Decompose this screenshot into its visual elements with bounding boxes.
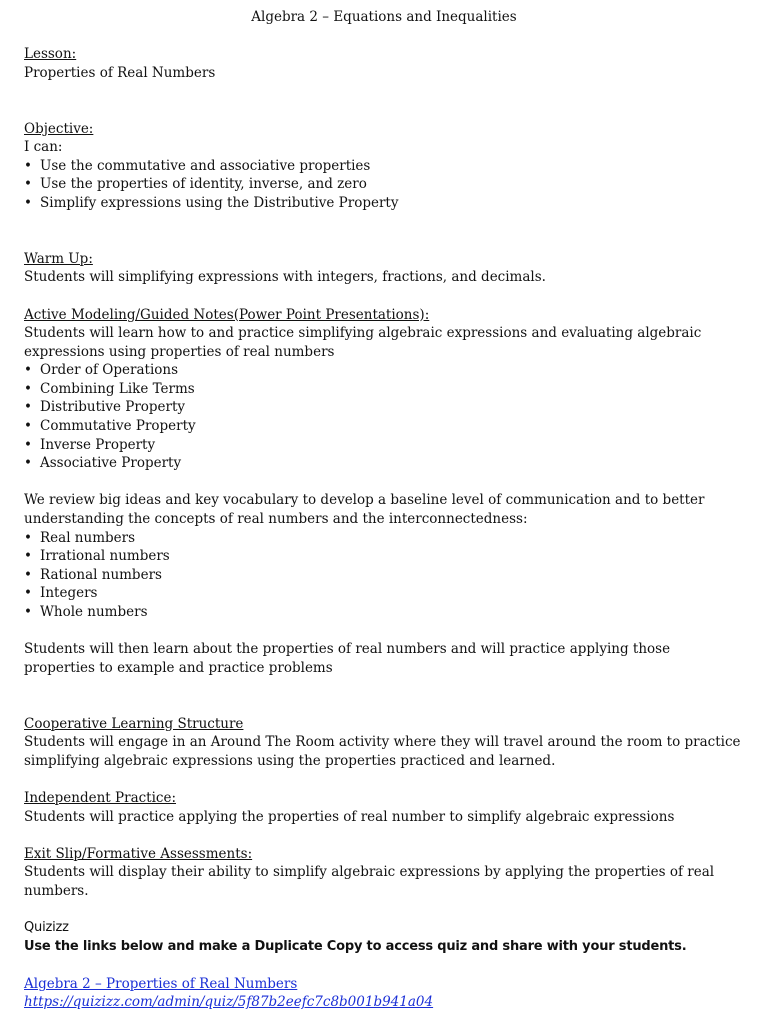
spacer xyxy=(24,956,744,975)
lesson-plan-document xyxy=(24,8,744,1012)
list-item: • Real numbers xyxy=(24,529,744,548)
spacer xyxy=(24,287,744,306)
spacer xyxy=(24,213,744,250)
warm-up-heading: Warm Up: xyxy=(24,250,93,267)
list-item: • Integers xyxy=(24,584,744,603)
quizizz-instruction: Use the links below and make a Duplicate Copy to access quiz and share with your students. xyxy=(24,938,687,954)
spacer xyxy=(24,82,744,119)
spacer xyxy=(24,677,744,714)
cooperative-heading: Cooperative Learning Structure xyxy=(24,715,244,732)
spacer xyxy=(24,473,744,492)
list-item: • Inverse Property xyxy=(24,436,744,455)
list-item: • Combining Like Terms xyxy=(24,380,744,399)
quiz-url-link[interactable]: https://quizizz.com/admin/quiz/5f87b2eefc7c8b001b941a04 xyxy=(24,994,434,1011)
lesson-text: Properties of Real Numbers xyxy=(24,64,216,81)
objective-intro: I can: xyxy=(24,139,63,156)
spacer xyxy=(24,770,744,789)
independent-practice-heading: Independent Practice: xyxy=(24,789,177,806)
vocab-list xyxy=(24,529,744,622)
closing-text: Students will then learn about the properties of real numbers and will practice applying those properties to example and practice problems xyxy=(24,641,671,676)
list-item: • Order of Operations xyxy=(24,361,744,380)
spacer xyxy=(24,826,744,845)
spacer xyxy=(24,622,744,641)
review-text: We review big ideas and key vocabulary to develop a baseline level of communication and to better understanding the concepts of real numbers and the interconnectedness: xyxy=(24,492,705,528)
active-modeling-list xyxy=(24,361,744,473)
list-item: • Distributive Property xyxy=(24,398,744,417)
active-modeling-heading: Active Modeling/Guided Notes(Power Point Presentations): xyxy=(24,306,430,323)
list-item: • Rational numbers xyxy=(24,566,744,585)
cooperative-text: Students will engage in an Around The Room activity where they will travel around the room to practice simplifying algebraic expressions using the properties practiced and learned. xyxy=(24,734,741,769)
list-item: • Irrational numbers xyxy=(24,547,744,566)
list-item: • Associative Property xyxy=(24,454,744,473)
list-item: • Commutative Property xyxy=(24,417,744,436)
exit-slip-heading: Exit Slip/Formative Assessments: xyxy=(24,845,253,862)
spacer xyxy=(24,901,744,920)
quiz-title-link[interactable]: Algebra 2 – Properties of Real Numbers xyxy=(24,975,298,992)
warm-up-text: Students will simplifying expressions with integers, fractions, and decimals. xyxy=(24,269,546,286)
objective-list xyxy=(24,157,744,213)
document-title: Algebra 2 – Equations and Inequalities xyxy=(251,9,517,25)
list-item: • Simplify expressions using the Distributive Property xyxy=(24,194,744,213)
active-modeling-text: Students will learn how to and practice simplifying algebraic expressions and evaluating algebraic expressions using properties of real numbers xyxy=(24,325,702,360)
independent-practice-text: Students will practice applying the properties of real number to simplify algebraic expressions xyxy=(24,808,675,825)
lesson-heading: Lesson: xyxy=(24,46,77,63)
exit-slip-text: Students will display their ability to simplify algebraic expressions by applying the properties of real numbers. xyxy=(24,864,715,899)
objective-heading: Objective: xyxy=(24,120,94,137)
list-item: • Whole numbers xyxy=(24,603,744,622)
list-item: • Use the commutative and associative properties xyxy=(24,157,744,176)
list-item: • Use the properties of identity, inverse, and zero xyxy=(24,175,744,194)
quizizz-heading: Quizizz xyxy=(24,920,69,936)
